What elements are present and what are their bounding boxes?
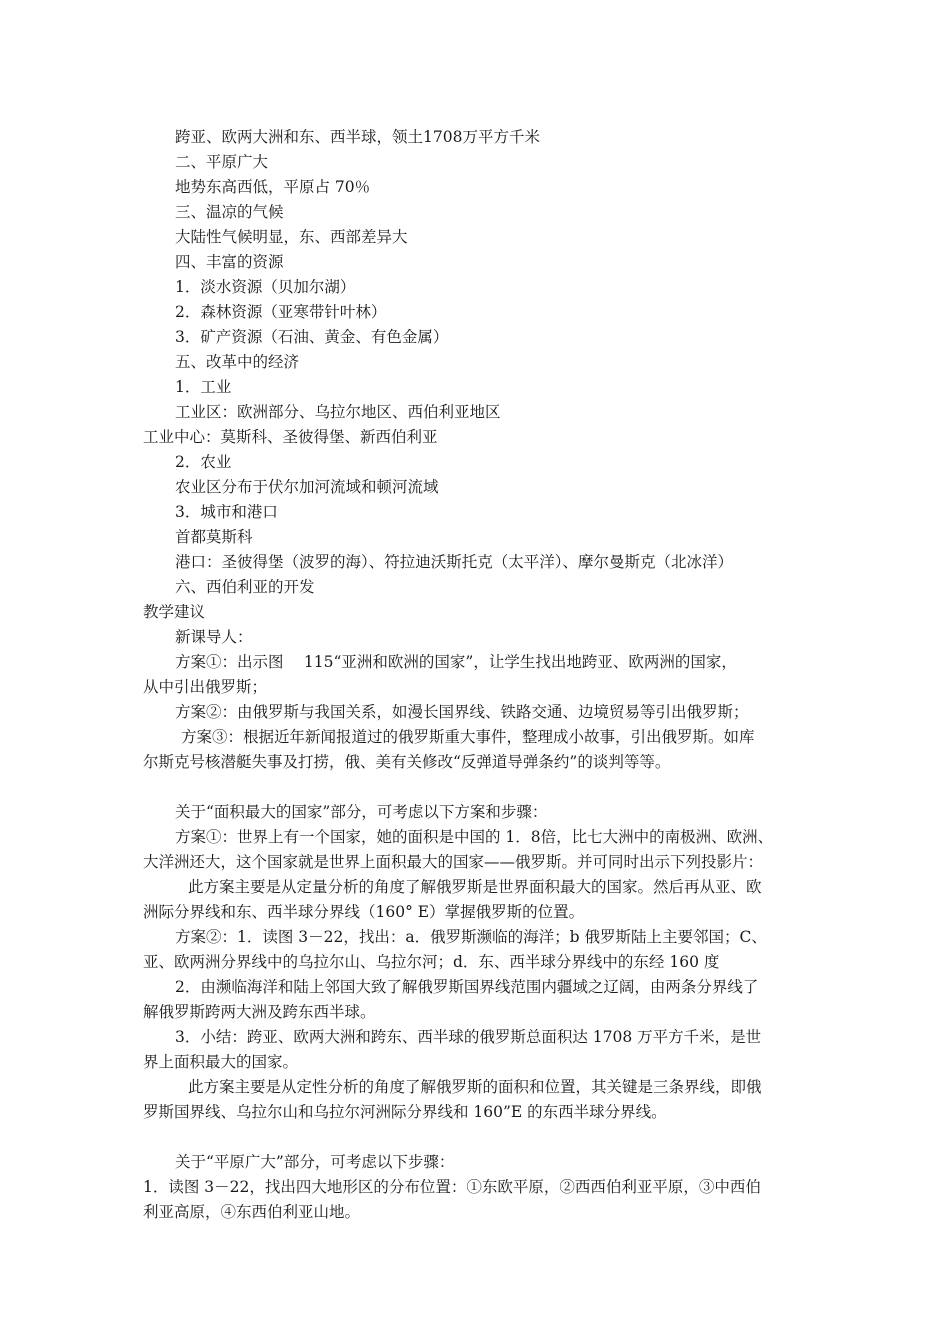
section-heading: 二、平原广大 — [175, 153, 269, 171]
text-line: 方案③：根据近年新闻报道过的俄罗斯重大事件，整理成小故事，引出俄罗斯。如库 — [181, 728, 755, 746]
text-line: 跨亚、欧两大洲和东、西半球，领土1708万平方千米 — [175, 128, 540, 146]
text-line: 2．由濒临海洋和陆上邻国大致了解俄罗斯国界线范围内疆域之辽阔，由两条分界线了 — [175, 978, 759, 996]
text-line: 解俄罗斯跨两大洲及跨东西半球。 — [143, 1003, 376, 1021]
section-heading: 教学建议 — [143, 603, 206, 621]
text-line: 利亚高原，④东西伯利亚山地。 — [143, 1203, 361, 1221]
list-item: 2．森林资源（亚寒带针叶林） — [175, 303, 387, 321]
text-line: 此方案主要是从定量分析的角度了解俄罗斯是世界面积最大的国家。然后再从亚、欧 — [188, 878, 762, 896]
text-line: 关于“面积最大的国家”部分，可考虑以下方案和步骤： — [175, 803, 548, 821]
text-line: 新课导人： — [175, 628, 253, 646]
text-line: 农业区分布于伏尔加河流域和顿河流域 — [175, 478, 439, 496]
text-line: 关于“平原广大”部分，可考虑以下步骤： — [175, 1153, 455, 1171]
text-line: 方案①：出示图 115“亚洲和欧洲的国家”，让学生找出地跨亚、欧两洲的国家， — [175, 653, 737, 671]
text-line: 罗斯国界线、乌拉尔山和乌拉尔河洲际分界线和 160”E 的东西半球分界线。 — [143, 1103, 667, 1121]
text-line: 亚、欧两洲分界线中的乌拉尔山、乌拉尔河；d．东、西半球分界线中的东经 160 度 — [143, 953, 720, 971]
text-line: 尔斯克号核潜艇失事及打捞，俄、美有关修改“反弹道导弹条约”的谈判等等。 — [143, 753, 671, 771]
section-heading: 五、改革中的经济 — [175, 353, 300, 371]
text-line: 工业区：欧洲部分、乌拉尔地区、西伯利亚地区 — [175, 403, 501, 421]
text-line: 此方案主要是从定性分析的角度了解俄罗斯的面积和位置，其关键是三条界线，即俄 — [188, 1078, 762, 1096]
text-line: 方案②：由俄罗斯与我国关系，如漫长国界线、铁路交通、边境贸易等引出俄罗斯； — [175, 703, 749, 721]
text-line: 大洋洲还大，这个国家就是世界上面积最大的国家——俄罗斯。并可同时出示下列投影片： — [143, 853, 764, 871]
list-item: 3．矿产资源（石油、黄金、有色金属） — [175, 328, 449, 346]
text-line: 方案②：1．读图 3－22，找出：a．俄罗斯濒临的海洋；b 俄罗斯陆上主要邻国；C、 — [175, 928, 767, 946]
text-line: 港口：圣彼得堡（波罗的海）、符拉迪沃斯托克（太平洋）、摩尔曼斯克（北冰洋） — [175, 553, 734, 571]
text-line: 1．读图 3－22，找出四大地形区的分布位置：①东欧平原，②西西伯利亚平原，③中西伯 — [143, 1178, 761, 1196]
text-line: 大陆性气候明显，东、西部差异大 — [175, 228, 408, 246]
section-heading: 四、丰富的资源 — [175, 253, 284, 271]
text-line: 首都莫斯科 — [175, 528, 253, 546]
text-line: 洲际分界线和东、西半球分界线（160° E）掌握俄罗斯的位置。 — [143, 903, 585, 921]
list-item: 2．农业 — [175, 453, 232, 471]
text-line: 方案①：世界上有一个国家，她的面积是中国的 1．8倍，比七大洲中的南极洲、欧洲、 — [175, 828, 774, 846]
list-item: 1．淡水资源（贝加尔湖） — [175, 278, 356, 296]
list-item: 1．工业 — [175, 378, 232, 396]
list-item: 3．城市和港口 — [175, 503, 278, 521]
text-line: 工业中心：莫斯科、圣彼得堡、新西伯利亚 — [143, 428, 438, 446]
text-line: 3．小结：跨亚、欧两大洲和跨东、西半球的俄罗斯总面积达 1708 万平方千米，是世 — [175, 1028, 762, 1046]
section-heading: 六、西伯利亚的开发 — [175, 578, 315, 596]
section-heading: 三、温凉的气候 — [175, 203, 284, 221]
text-line: 地势东高西低，平原占 70％ — [175, 178, 371, 196]
text-line: 界上面积最大的国家。 — [143, 1053, 299, 1071]
text-line: 从中引出俄罗斯； — [143, 678, 268, 696]
